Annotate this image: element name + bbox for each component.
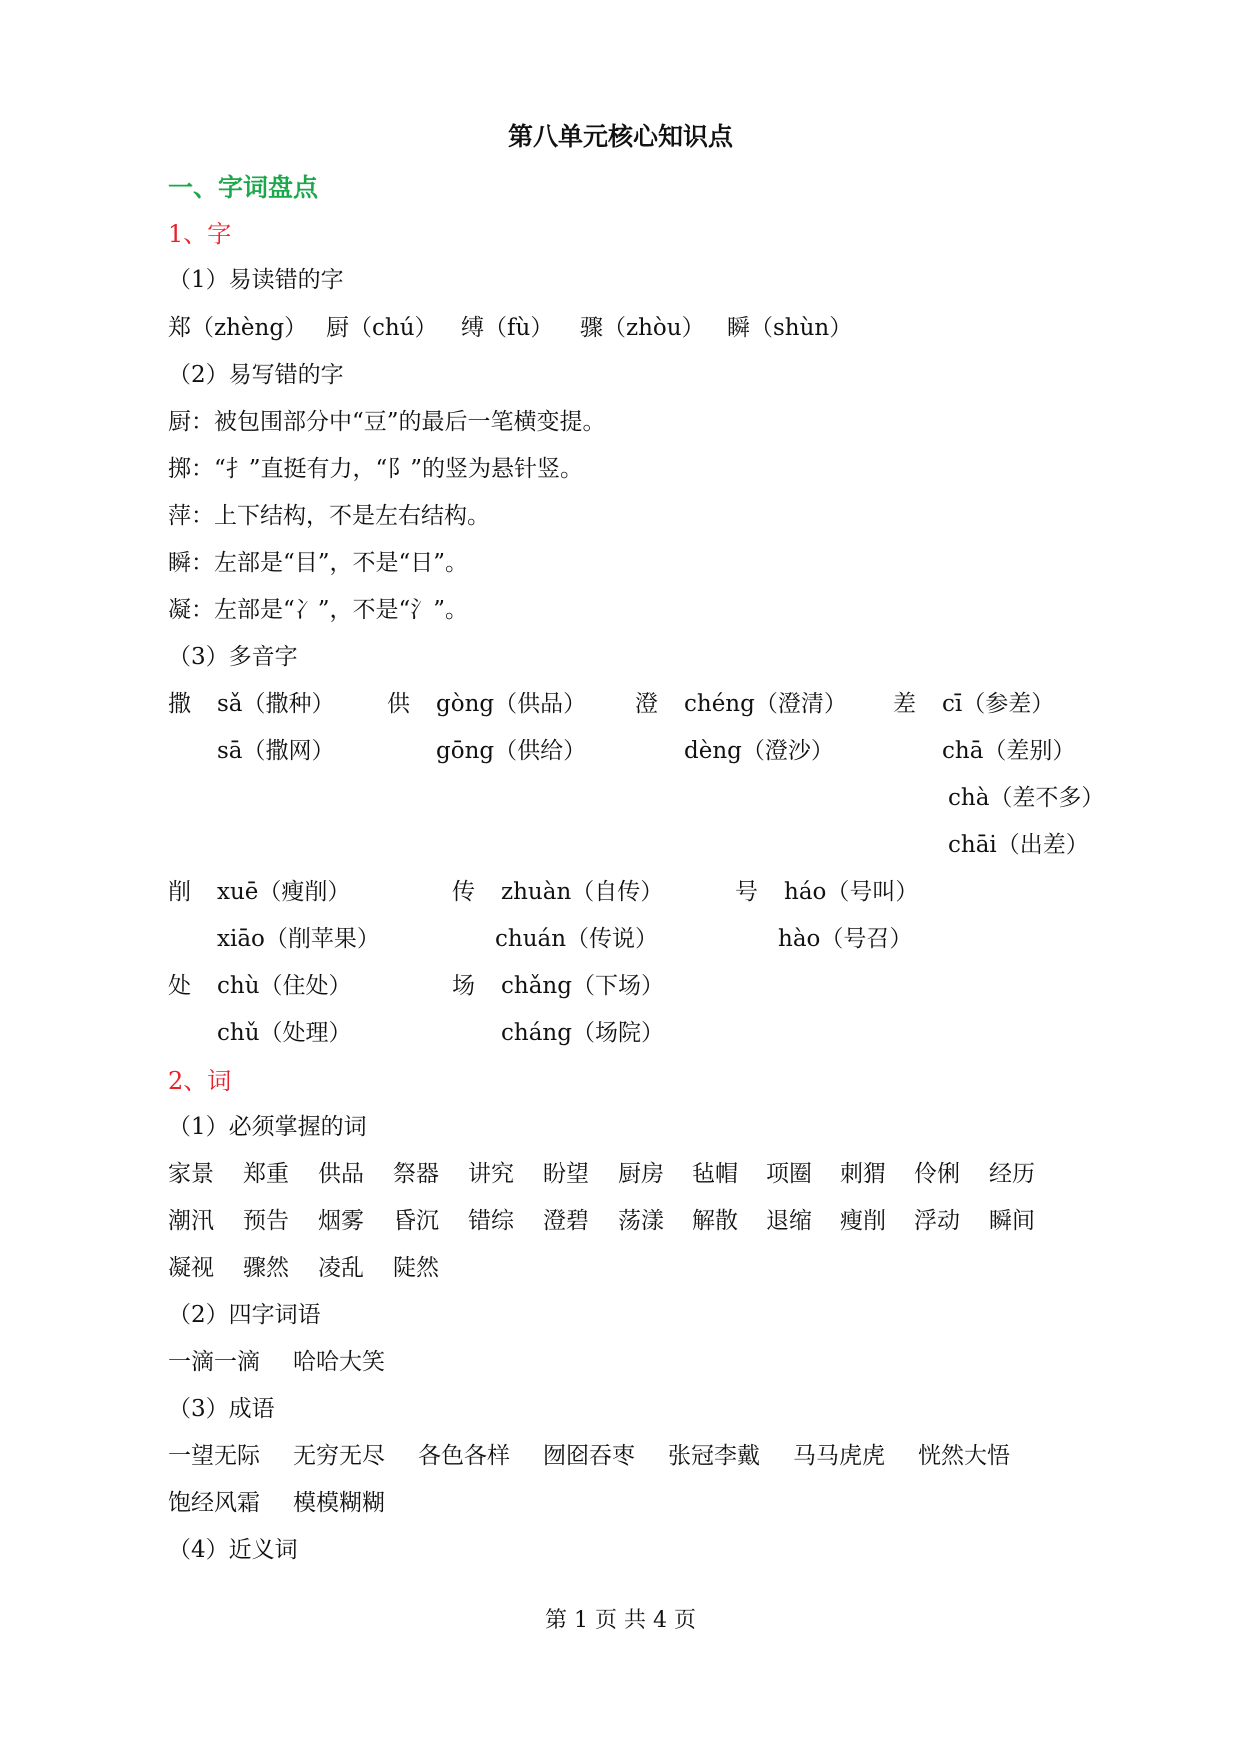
- polyphone-reading: zhuàn（自传）: [501, 879, 664, 905]
- polyphone-reading: hào（号召）: [778, 926, 913, 952]
- word-item: 瘦削: [840, 1208, 886, 1234]
- miswrite-line: 凝：左部是“冫”，不是“氵”。: [168, 597, 469, 623]
- polyphone-reading: chuán（传说）: [495, 926, 659, 952]
- polyphone-char: 澄: [635, 691, 658, 717]
- miswrite-line: 瞬：左部是“目”，不是“日”。: [168, 550, 469, 576]
- polyphone-char: 号: [735, 879, 758, 905]
- polyphone-char: 差: [893, 691, 916, 717]
- polyphone-reading: chà（差不多）: [948, 785, 1105, 811]
- word-item: 瞬间: [989, 1208, 1035, 1234]
- misread-label: （1）易读错的字: [168, 267, 344, 293]
- misread-char: 瞬（shùn）: [727, 315, 853, 341]
- word-item: 预告: [243, 1208, 289, 1234]
- polyphone-label: （3）多音字: [168, 644, 298, 670]
- polyphone-char: 供: [387, 691, 410, 717]
- four-char-words-label: （2）四字词语: [168, 1302, 321, 1328]
- word-item: 陡然: [393, 1255, 439, 1281]
- word-item: 潮汛: [168, 1208, 214, 1234]
- word-item: 讲究: [468, 1161, 514, 1187]
- polyphone-reading: háo（号叫）: [784, 879, 919, 905]
- misread-char: 郑（zhèng）: [168, 315, 308, 341]
- miswrite-label: （2）易写错的字: [168, 362, 344, 388]
- word-item: 供品: [318, 1161, 364, 1187]
- polyphone-reading: chā（差别）: [942, 738, 1076, 764]
- idiom-item: 一望无际: [168, 1443, 260, 1469]
- polyphone-reading: cháng（场院）: [501, 1020, 664, 1046]
- section-heading-word-review: 一、字词盘点: [168, 173, 319, 202]
- idioms-label: （3）成语: [168, 1396, 275, 1422]
- polyphone-reading: dèng（澄沙）: [684, 738, 834, 764]
- word-item: 毡帽: [692, 1161, 738, 1187]
- misread-char: 厨（chú）: [326, 315, 438, 341]
- polyphone-reading: chù（住处）: [217, 973, 352, 999]
- word-item: 祭器: [393, 1161, 439, 1187]
- polyphone-reading: gōng（供给）: [436, 738, 587, 764]
- word-item: 刺猬: [840, 1161, 886, 1187]
- idiom-item: 恍然大悟: [918, 1443, 1010, 1469]
- polyphone-reading: sā（撒网）: [217, 738, 335, 764]
- subsection-heading-characters: 1、字: [168, 220, 232, 248]
- subsection-heading-words: 2、词: [168, 1067, 232, 1095]
- word-item: 郑重: [243, 1161, 289, 1187]
- idiom-item: 无穷无尽: [293, 1443, 385, 1469]
- word-item: 厨房: [618, 1161, 664, 1187]
- must-words-label: （1）必须掌握的词: [168, 1114, 367, 1140]
- word-item: 家景: [168, 1161, 214, 1187]
- word-item: 解散: [692, 1208, 738, 1234]
- word-item: 荡漾: [618, 1208, 664, 1234]
- polyphone-reading: cī（参差）: [942, 691, 1055, 717]
- word-item: 烟雾: [318, 1208, 364, 1234]
- miswrite-line: 萍：上下结构，不是左右结构。: [168, 503, 490, 529]
- idiom-item: 张冠李戴: [668, 1443, 760, 1469]
- polyphone-reading: xiāo（削苹果）: [217, 926, 380, 952]
- word-item: 错综: [468, 1208, 514, 1234]
- polyphone-reading: chǎng（下场）: [501, 973, 664, 999]
- page-title: 第八单元核心知识点: [507, 122, 733, 151]
- word-item: 凝视: [168, 1255, 214, 1281]
- miswrite-line: 厨：被包围部分中“豆”的最后一笔横变提。: [168, 409, 606, 435]
- polyphone-reading: chǔ（处理）: [217, 1020, 352, 1046]
- idiom-item: 各色各样: [418, 1443, 510, 1469]
- idiom-item: 饱经风霜: [168, 1490, 260, 1516]
- misread-char: 缚（fù）: [461, 315, 554, 341]
- polyphone-char: 削: [168, 879, 191, 905]
- miswrite-line: 掷：“扌”直挺有力，“阝”的竖为悬针竖。: [168, 456, 584, 482]
- polyphone-char: 撒: [168, 691, 191, 717]
- idiom-item: 模模糊糊: [293, 1490, 385, 1516]
- word-item: 项圈: [766, 1161, 812, 1187]
- polyphone-reading: sǎ（撒种）: [217, 691, 335, 717]
- word-item: 退缩: [766, 1208, 812, 1234]
- polyphone-char: 场: [452, 973, 475, 999]
- synonyms-label: （4）近义词: [168, 1537, 298, 1563]
- word-item: 骤然: [243, 1255, 289, 1281]
- word-item: 经历: [989, 1161, 1035, 1187]
- page-footer: 第 1 页 共 4 页: [545, 1608, 696, 1633]
- polyphone-char: 传: [452, 879, 475, 905]
- polyphone-reading: xuē（瘦削）: [217, 879, 351, 905]
- word-item: 昏沉: [393, 1208, 439, 1234]
- polyphone-char: 处: [168, 973, 191, 999]
- misread-char: 骤（zhòu）: [580, 315, 705, 341]
- idiom-item: 马马虎虎: [793, 1443, 885, 1469]
- word-item: 浮动: [914, 1208, 960, 1234]
- word-item: 哈哈大笑: [293, 1349, 385, 1375]
- polyphone-reading: chéng（澄清）: [684, 691, 847, 717]
- word-item: 盼望: [543, 1161, 589, 1187]
- polyphone-reading: chāi（出差）: [948, 832, 1089, 858]
- word-item: 澄碧: [543, 1208, 589, 1234]
- word-item: 凌乱: [318, 1255, 364, 1281]
- word-item: 伶俐: [914, 1161, 960, 1187]
- word-item: 一滴一滴: [168, 1349, 260, 1375]
- polyphone-reading: gòng（供品）: [436, 691, 587, 717]
- idiom-item: 囫囵吞枣: [543, 1443, 635, 1469]
